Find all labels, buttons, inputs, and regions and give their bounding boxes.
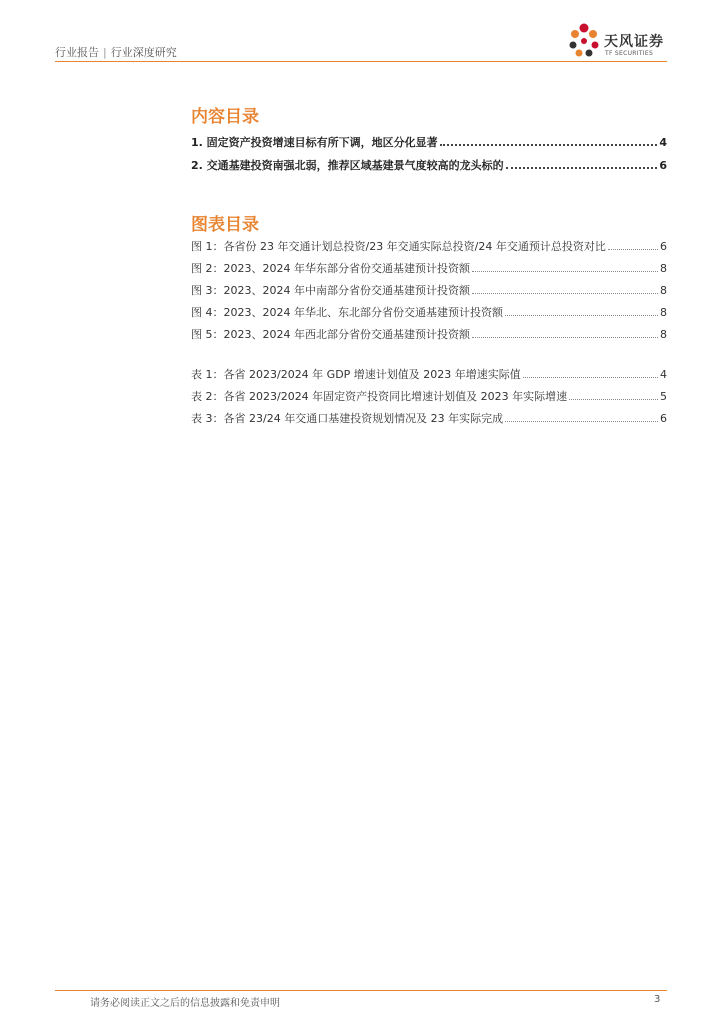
table-item-text: 表 1：各省 2023/2024 年 GDP 增速计划值及 2023 年增速实际值 <box>191 368 521 381</box>
figures-title: 图表目录 <box>191 215 259 235</box>
figure-item-page: 6 <box>660 240 667 253</box>
toc-leader-dots <box>472 270 658 272</box>
toc-leader-dots <box>472 292 658 294</box>
logo-name-en: TF SECURITIES <box>605 50 654 57</box>
figure-item-page: 8 <box>660 306 667 319</box>
figure-item-text: 图 2：2023、2024 年华东部分省份交通基建预计投资额 <box>191 262 470 275</box>
header-separator: | <box>103 46 107 59</box>
table-list-item[interactable] <box>191 410 667 426</box>
header-category <box>55 44 177 60</box>
page-number: 3 <box>654 994 661 1005</box>
table-item-text: 表 3：各省 23/24 年交通口基建投资规划情况及 23 年实际完成 <box>191 412 504 425</box>
table-list-item[interactable] <box>191 366 667 382</box>
toc-item-page: 4 <box>659 136 667 149</box>
figure-item-page: 8 <box>660 328 667 341</box>
toc-leader-dots <box>569 398 658 400</box>
figure-list-item[interactable] <box>191 326 667 342</box>
toc-item[interactable] <box>191 157 667 173</box>
toc-leader-dots <box>608 248 658 250</box>
table-item-page: 5 <box>660 390 667 403</box>
header-divider <box>55 61 667 62</box>
toc-leader-dots <box>506 166 658 169</box>
tf-securities-logo-icon <box>568 22 600 60</box>
table-item-page: 6 <box>660 412 667 425</box>
toc-leader-dots <box>472 336 658 338</box>
contents-title: 内容目录 <box>191 107 259 127</box>
table-item-page: 4 <box>660 368 667 381</box>
figure-list-item[interactable] <box>191 282 667 298</box>
footer-disclaimer: 请务必阅读正文之后的信息披露和免责申明 <box>90 998 280 1009</box>
figure-item-text: 图 4：2023、2024 年华北、东北部分省份交通基建预计投资额 <box>191 306 503 319</box>
table-list-item[interactable] <box>191 388 667 404</box>
figure-item-page: 8 <box>660 284 667 297</box>
toc-item[interactable] <box>191 134 667 150</box>
table-item-text: 表 2：各省 2023/2024 年固定资产投资同比增速计划值及 2023 年实际增速 <box>191 390 568 403</box>
footer-divider <box>55 990 667 991</box>
toc-leader-dots <box>505 420 658 422</box>
figure-list-item[interactable] <box>191 304 667 320</box>
toc-item-text: 2. 交通基建投资南强北弱，推荐区域基建景气度较高的龙头标的 <box>191 159 504 172</box>
figure-item-text: 图 3：2023、2024 年中南部分省份交通基建预计投资额 <box>191 284 470 297</box>
figure-item-text: 图 1：各省份 23 年交通计划总投资/23 年交通实际总投资/24 年交通预计总投资对比 <box>191 240 606 253</box>
logo-name-cn: 天风证券 <box>604 34 664 50</box>
toc-item-text: 1. 固定资产投资增速目标有所下调，地区分化显著 <box>191 136 438 149</box>
header-report-type: 行业报告 <box>55 46 99 59</box>
toc-item-page: 6 <box>659 159 667 172</box>
company-logo <box>568 22 668 60</box>
toc-leader-dots <box>440 143 658 146</box>
toc-leader-dots <box>505 314 658 316</box>
figure-list-item[interactable] <box>191 238 667 254</box>
figure-list-item[interactable] <box>191 260 667 276</box>
figure-item-page: 8 <box>660 262 667 275</box>
toc-leader-dots <box>523 376 658 378</box>
header-report-subtype: 行业深度研究 <box>110 46 177 59</box>
figure-item-text: 图 5：2023、2024 年西北部分省份交通基建预计投资额 <box>191 328 470 341</box>
